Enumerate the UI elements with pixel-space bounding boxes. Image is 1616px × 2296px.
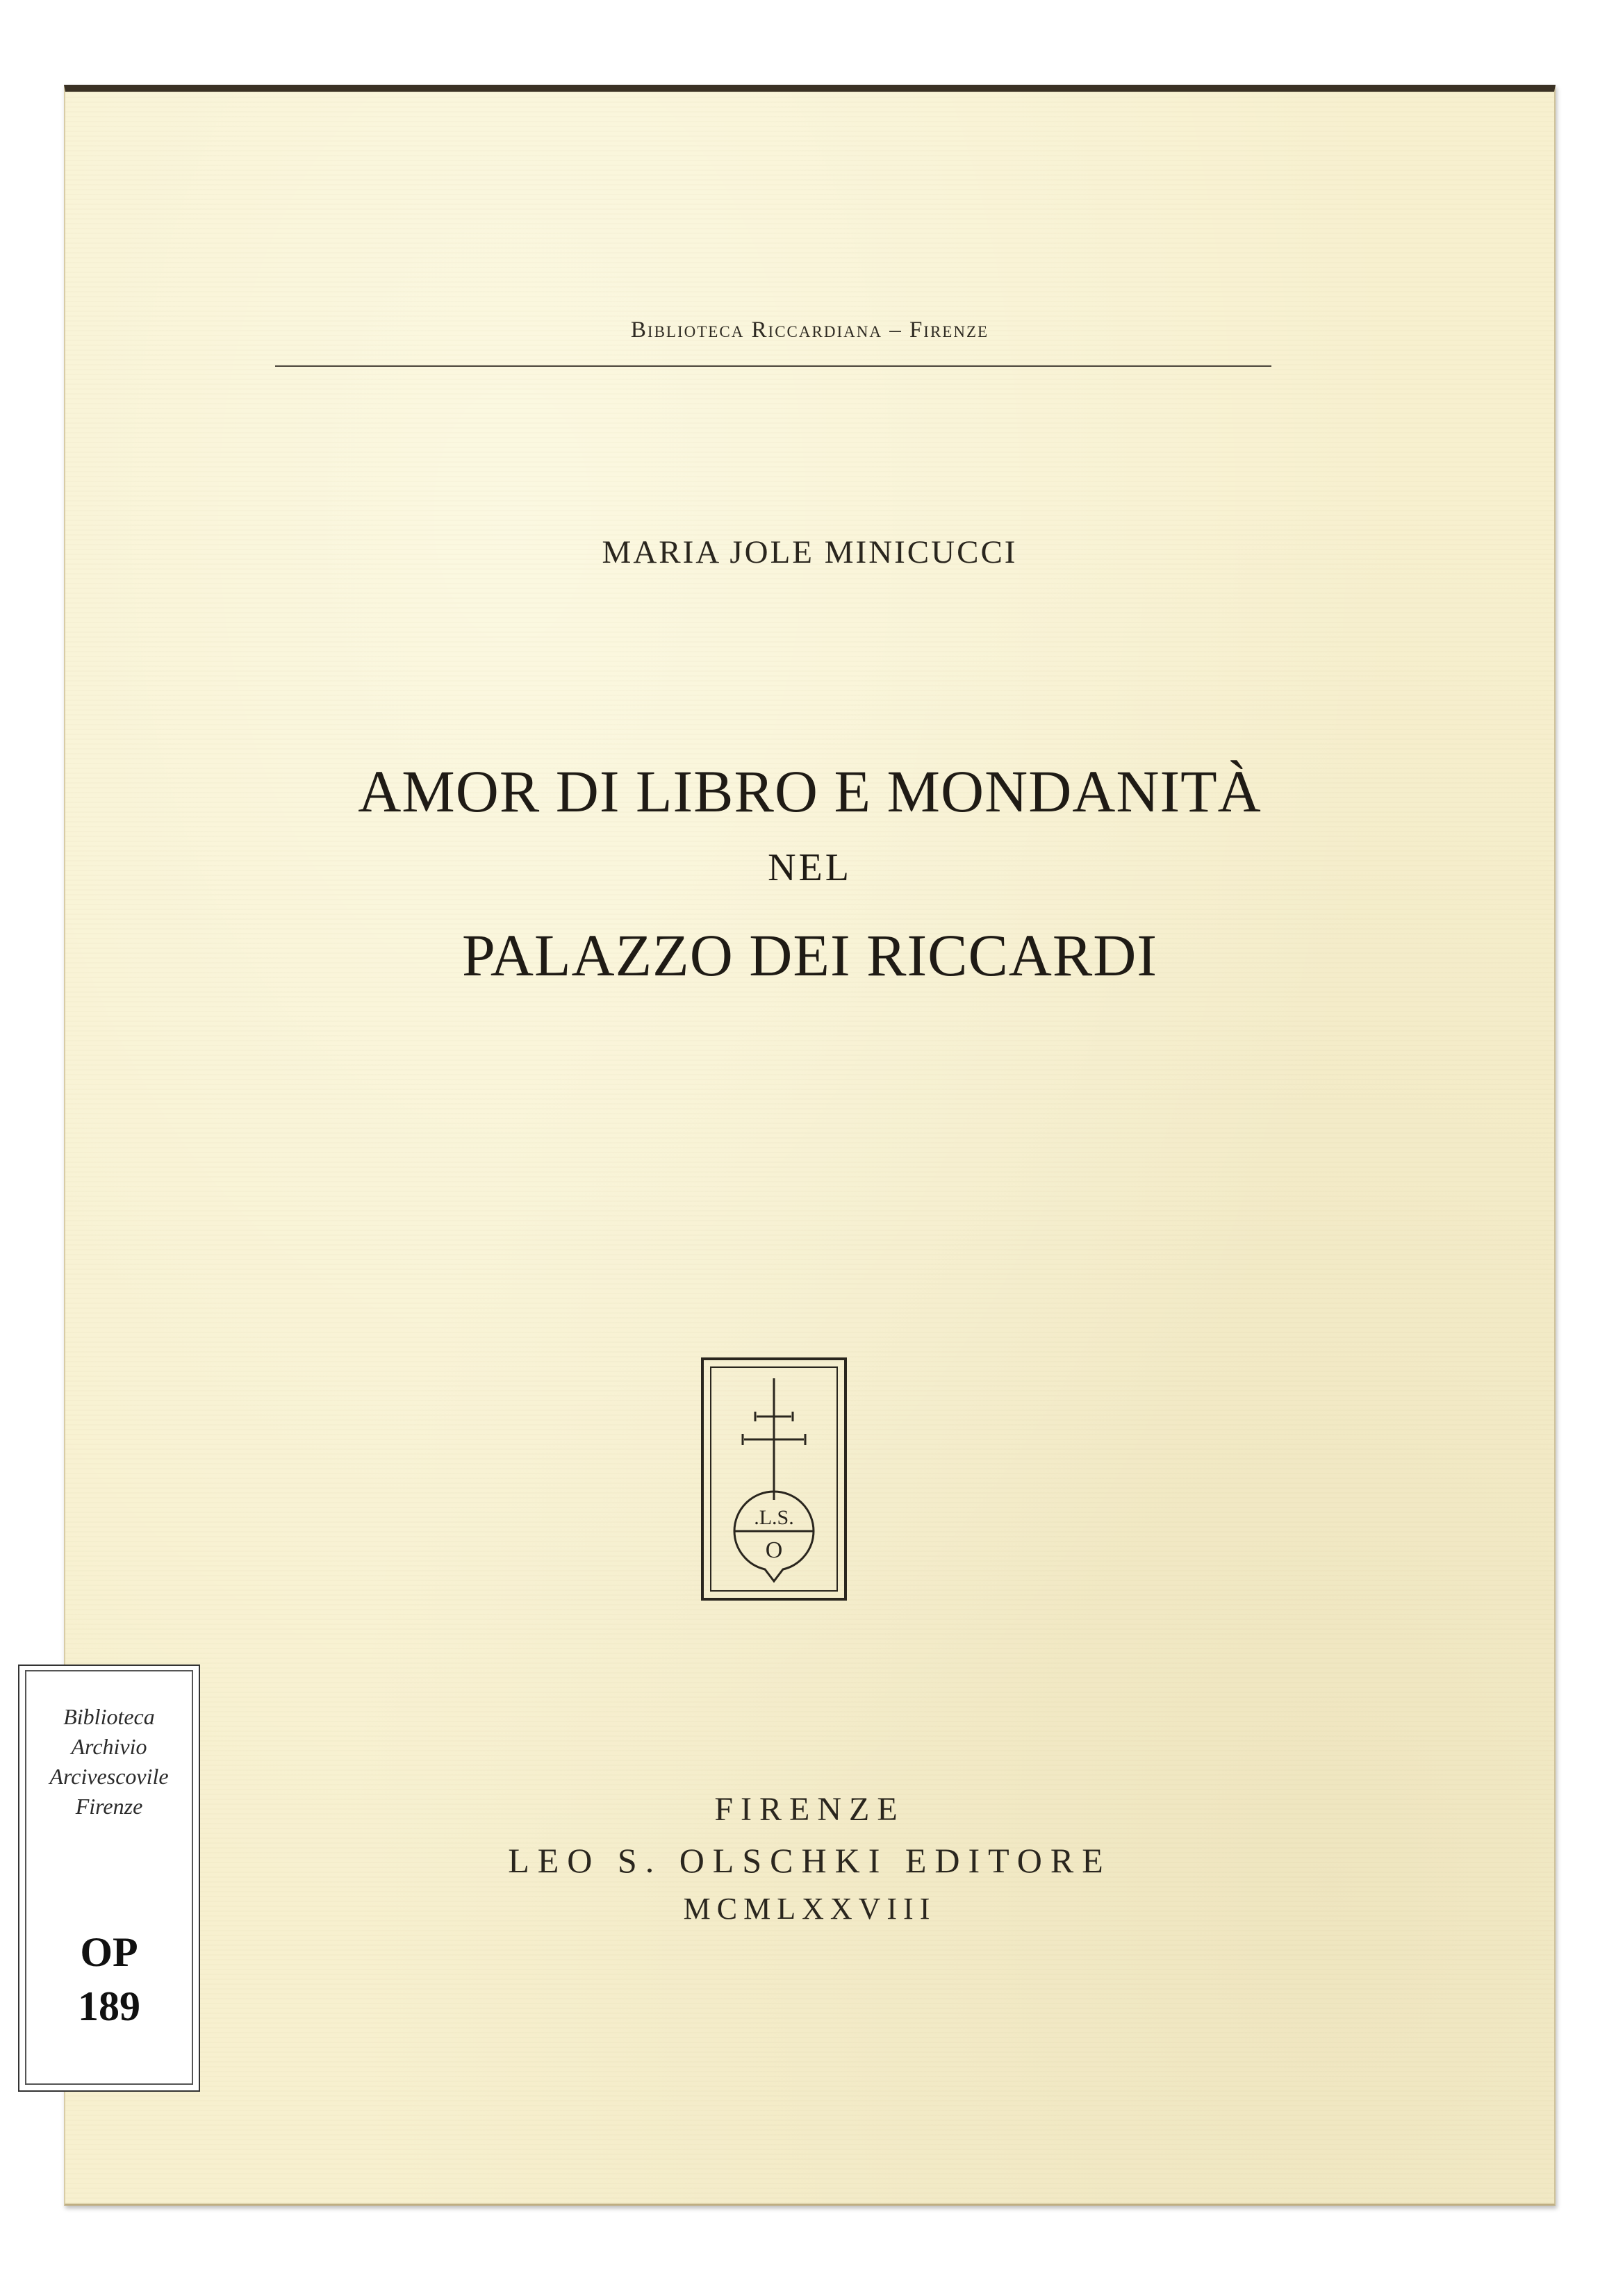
library-line: Archivio — [71, 1734, 147, 1759]
title-line-2: NEL — [768, 846, 852, 889]
library-label-frame — [25, 1670, 193, 2085]
library-label — [18, 1665, 200, 2092]
author-name: MARIA JOLE MINICUCCI — [602, 534, 1018, 570]
device-letter: O — [765, 1537, 783, 1563]
library-line: Biblioteca — [63, 1704, 155, 1729]
publisher-device-icon — [701, 1357, 847, 1601]
title-line-3: PALAZZO DEI RICCARDI — [461, 922, 1158, 989]
title-line-1: AMOR DI LIBRO E MONDANITÀ — [358, 758, 1262, 825]
library-name — [26, 1702, 192, 1822]
shelfmark-series: OP — [80, 1929, 138, 1975]
imprint-city: FIRENZE — [714, 1791, 905, 1828]
book-cover — [64, 85, 1556, 2206]
shelfmark-number: 189 — [78, 1983, 140, 2029]
imprint-year: MCMLXXVIII — [683, 1892, 937, 1926]
header-rule — [275, 365, 1271, 367]
imprint-publisher: LEO S. OLSCHKI EDITORE — [508, 1841, 1112, 1880]
shelfmark — [26, 1925, 192, 2033]
library-line: Arcivescovile — [49, 1764, 169, 1789]
device-initials: .L.S. — [754, 1506, 794, 1529]
library-line: Firenze — [75, 1794, 143, 1819]
series-heading: Biblioteca Riccardiana – Firenze — [630, 317, 989, 342]
